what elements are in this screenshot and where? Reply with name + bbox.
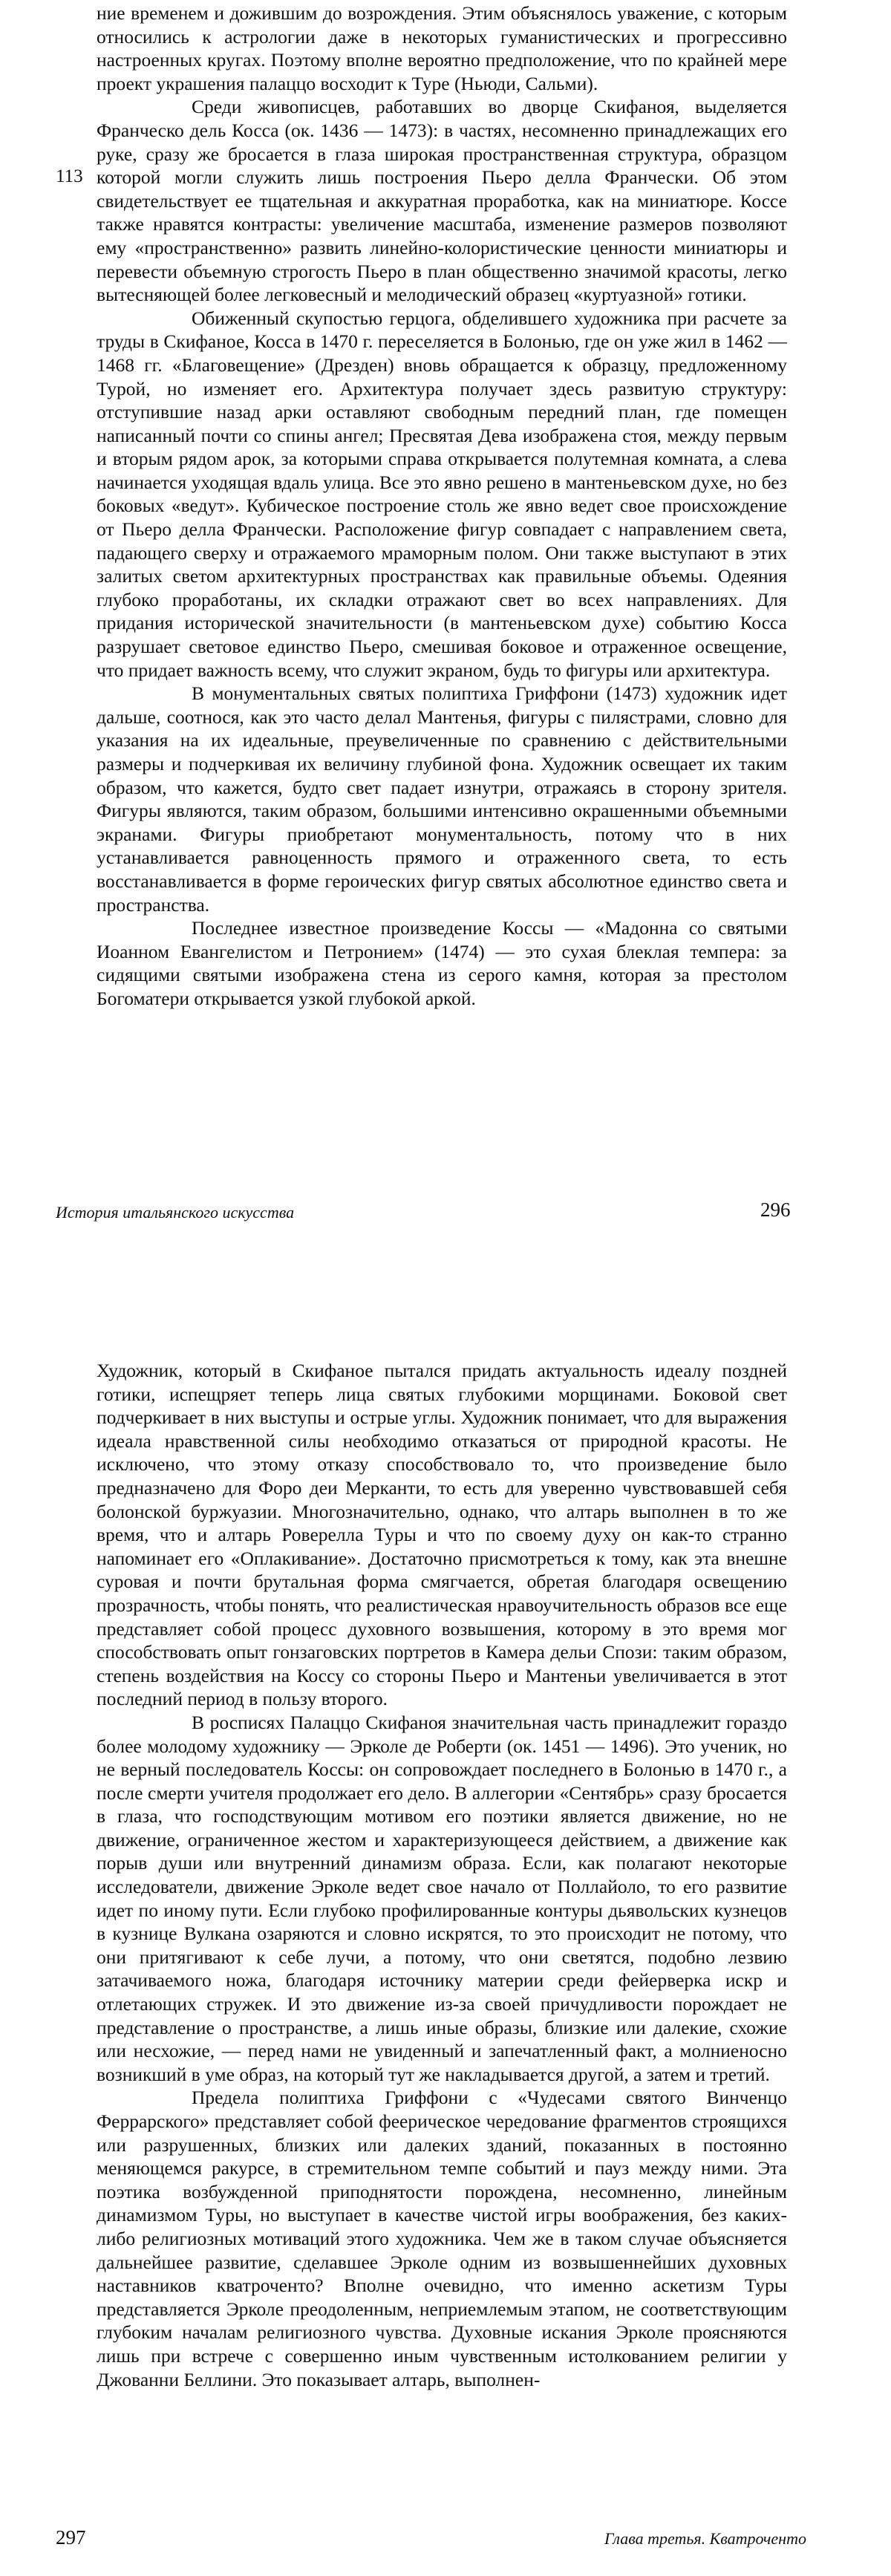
running-footer-chapter: Глава третья. Кватроченто xyxy=(604,2529,806,2548)
paragraph: ние временем и дожившим до возрождения. Этим объяснялось уважение, с которым относились к астрологии даже в некоторых гуманистических и прогрессивно настроенных кругах. Поэтому вполне вероятно предположение, что по крайней мере проект украшения палаццо восходит к Туре (Ньюди, Сальми). xyxy=(97,2,787,94)
page-297-body xyxy=(97,1359,787,2391)
paragraph: Обиженный скупостью герцога, обделившего художника при расчете за труды в Скифаное, Косса в 1470 г. переселяется в Болонью, где он уже жил в 1462 — 1468 гг. «Благовещение» (Дрезден) вновь обращается к образцу, предложенному Турой, но изменяет его. Архитектура получает здесь развитую структуру: отступившие назад арки оставляют свободным передний план, где помещен написанный почти со спины ангел; Пресвятая Дева изображена стоя, между первым и вторым рядом арок, за которыми справа открывается полутемная комната, а слева начинается уходящая вдаль улица. Все это явно решено в мантеньевском духе, но без боковых «ведут». Кубическое построение столь же явно ведет свое происхождение от Пьеро делла Франчески. Расположение фигур совпадает с направлением света, падающего сверху и отражаемого мраморным полом. Они также выступают в этих залитых светом архитектурных пространствах как правильные объемы. Одеяния глубоко проработаны, их складки отражают свет во всех направлениях. Для придания исторической значительности (в мантеньевском духе) событию Косса разрушает световое единство Пьеро, смешивая боковое и отраженное освещение, что придает важность всему, что служит экраном, будь то фигуры или архитектура. xyxy=(97,307,787,681)
paragraph: Предела полиптиха Гриффони с «Чудесами святого Винченцо Феррарского» представляет собой феерическое чередование фрагментов строящихся или разрушенных, близких или далеких зданий, показанных в постоянно меняющемся ракурсе, в стремительном темпе событий и пауз между ними. Эта поэтика возбужденной приподнятости порождена, несомненно, линейным динамизмом Туры, но выступает в качестве чистой игры воображения, без каких-либо религиозных мотиваций этого художника. Чем же в таком случае объясняется дальнейшее развитие, сделавшее Эрколе одним из возвышеннейших духовных наставников кватроченто? Вполне очевидно, что именно аскетизм Туры представляется Эрколе преодоленным, неприемлемым этапом, не соответствующим глубоким началам религиозного чувства. Духовные искания Эрколе проясняются лишь при встрече с совершенно иным чувственным истолкованием религии у Джованни Беллини. Это показывает алтарь, выполнен- xyxy=(97,2087,787,2390)
margin-figure-number: 113 xyxy=(56,166,83,186)
paragraph: Художник, который в Скифаное пытался придать актуальность идеалу поздней готики, испещряет теперь лица святых глубокими морщинами. Боковой свет подчеркивает в них выступы и острые углы. Художник понимает, что для выражения идеала нравственной силы необходимо отказаться от природной красоты. Не исключено, что этому отказу способствовало то, что произведение было предназначено для Форо деи Мерканти, то есть для уверенно чувствовавшей себя болонской буржуазии. Многозначительно, однако, что алтарь выполнен в то же время, что и алтарь Ровереллa Туры и что по своему духу он как-то странно напоминает его «Оплакивание». Достаточно присмотреться к тому, как эта внешне суровая и почти брутальная форма смягчается, обретая благодаря освещению прозрачность, чтобы понять, что реалистическая нравоучительность образов все еще представляет собой процесс духовного возвышения, которому в это время мог способствовать опыт гонзаговских портретов в Камера дельи Спози: таким образом, степень воздействия на Коссу со стороны Пьеро и Мантеньи увеличивается в этот последний период в пользу второго. xyxy=(97,1360,787,1710)
page-number: 297 xyxy=(56,2526,86,2549)
paragraph: В монументальных святых полиптиха Гриффони (1473) художник идет дальше, соотнося, как это часто делал Мантенья, фигуры с пилястрами, словно для указания на их идеальные, преувеличенные по сравнению с действительными размеры и подчеркивая их величину глубиной фона. Художник освещает их таким образом, что кажется, будто свет падает изнутри, отражаясь в сторону зрителя. Фигуры являются, таким образом, большими интенсивно окрашенными объемными экранами. Фигуры приобретают монументальность, потому что в них устанавливается равноценность прямого и отраженного света, то есть восстанавливается в форме героических фигур святых абсолютное единство света и пространства. xyxy=(97,682,787,916)
page-separator xyxy=(0,1274,891,1305)
running-footer-book-title: История итальянского искусства xyxy=(56,1203,295,1222)
page-296-body xyxy=(97,1,787,1011)
page-297 xyxy=(0,1305,891,2576)
paragraph: В росписях Палаццо Скифаноя значительная часть принадлежит гораздо более молодому художнику — Эрколе де Роберти (ок. 1451 — 1496). Это ученик, но не верный последователь Коссы: он сопровождает последнего в Болонью в 1470 г., а после смерти учителя продолжает его дело. В аллегории «Сентябрь» сразу бросается в глаза, что господствующим мотивом его поэтики является движение, но не движение, ограниченное жестом и характеризующееся действием, а движение как порыв души или внутренний динамизм образа. Если, как полагают некоторые исследователи, движение Эрколе ведет свое начало от Поллайоло, то его развитие идет по иному пути. Если глубоко профилированные контуры дьявольских кузнецов в кузнице Вулкана озаряются и словно искрятся, то это происходит не потому, что они притягивают к себе лучи, а потому, что они светятся, подобно лезвию затачиваемого ножа, благодаря источнику материи среди фейерверка искр и отлетающих стружек. И это движение из-за своей причудливости порождает не представление о пространстве, а лишь иные образы, близкие или далекие, схожие или несхожие, — перед нами не увиденный и запечатленный факт, а молниеносно возникший в уме образ, на который тут же накладывается другой, а затем и третий. xyxy=(97,1711,787,2085)
paragraph: Среди живописцев, работавших во дворце Скифаноя, выделяется Франческо дель Косса (ок. 1436 — 1473): в частях, несомненно принадлежащих его руке, сразу же бросается в глаза широкая пространственная структура, образцом которой могли служить лишь построения Пьеро делла Франчески. Об этом свидетельствует ее тщательная и аккуратная проработка, как на миниатюре. Коссе также нравятся контрасты: увеличение масштаба, изменение размеров позволяют ему «пространственно» развить линейно-колористические ценности миниатюры и перевести объемную строгость Пьеро в план общественно значимой красоты, легко вытесняющей более легковесный и мелодический образец «куртуазной» готики. xyxy=(97,96,787,306)
page-number: 296 xyxy=(760,1199,791,1221)
page-296 xyxy=(0,0,891,1274)
paragraph: Последнее известное произведение Коссы — «Мадонна со святыми Иоанном Евангелистом и Петронием» (1474) — это сухая блеклая темпера: за сидящими святыми изображена стена из серого камня, которая за престолом Богоматери открывается узкой глубокой аркой. xyxy=(97,917,787,1009)
